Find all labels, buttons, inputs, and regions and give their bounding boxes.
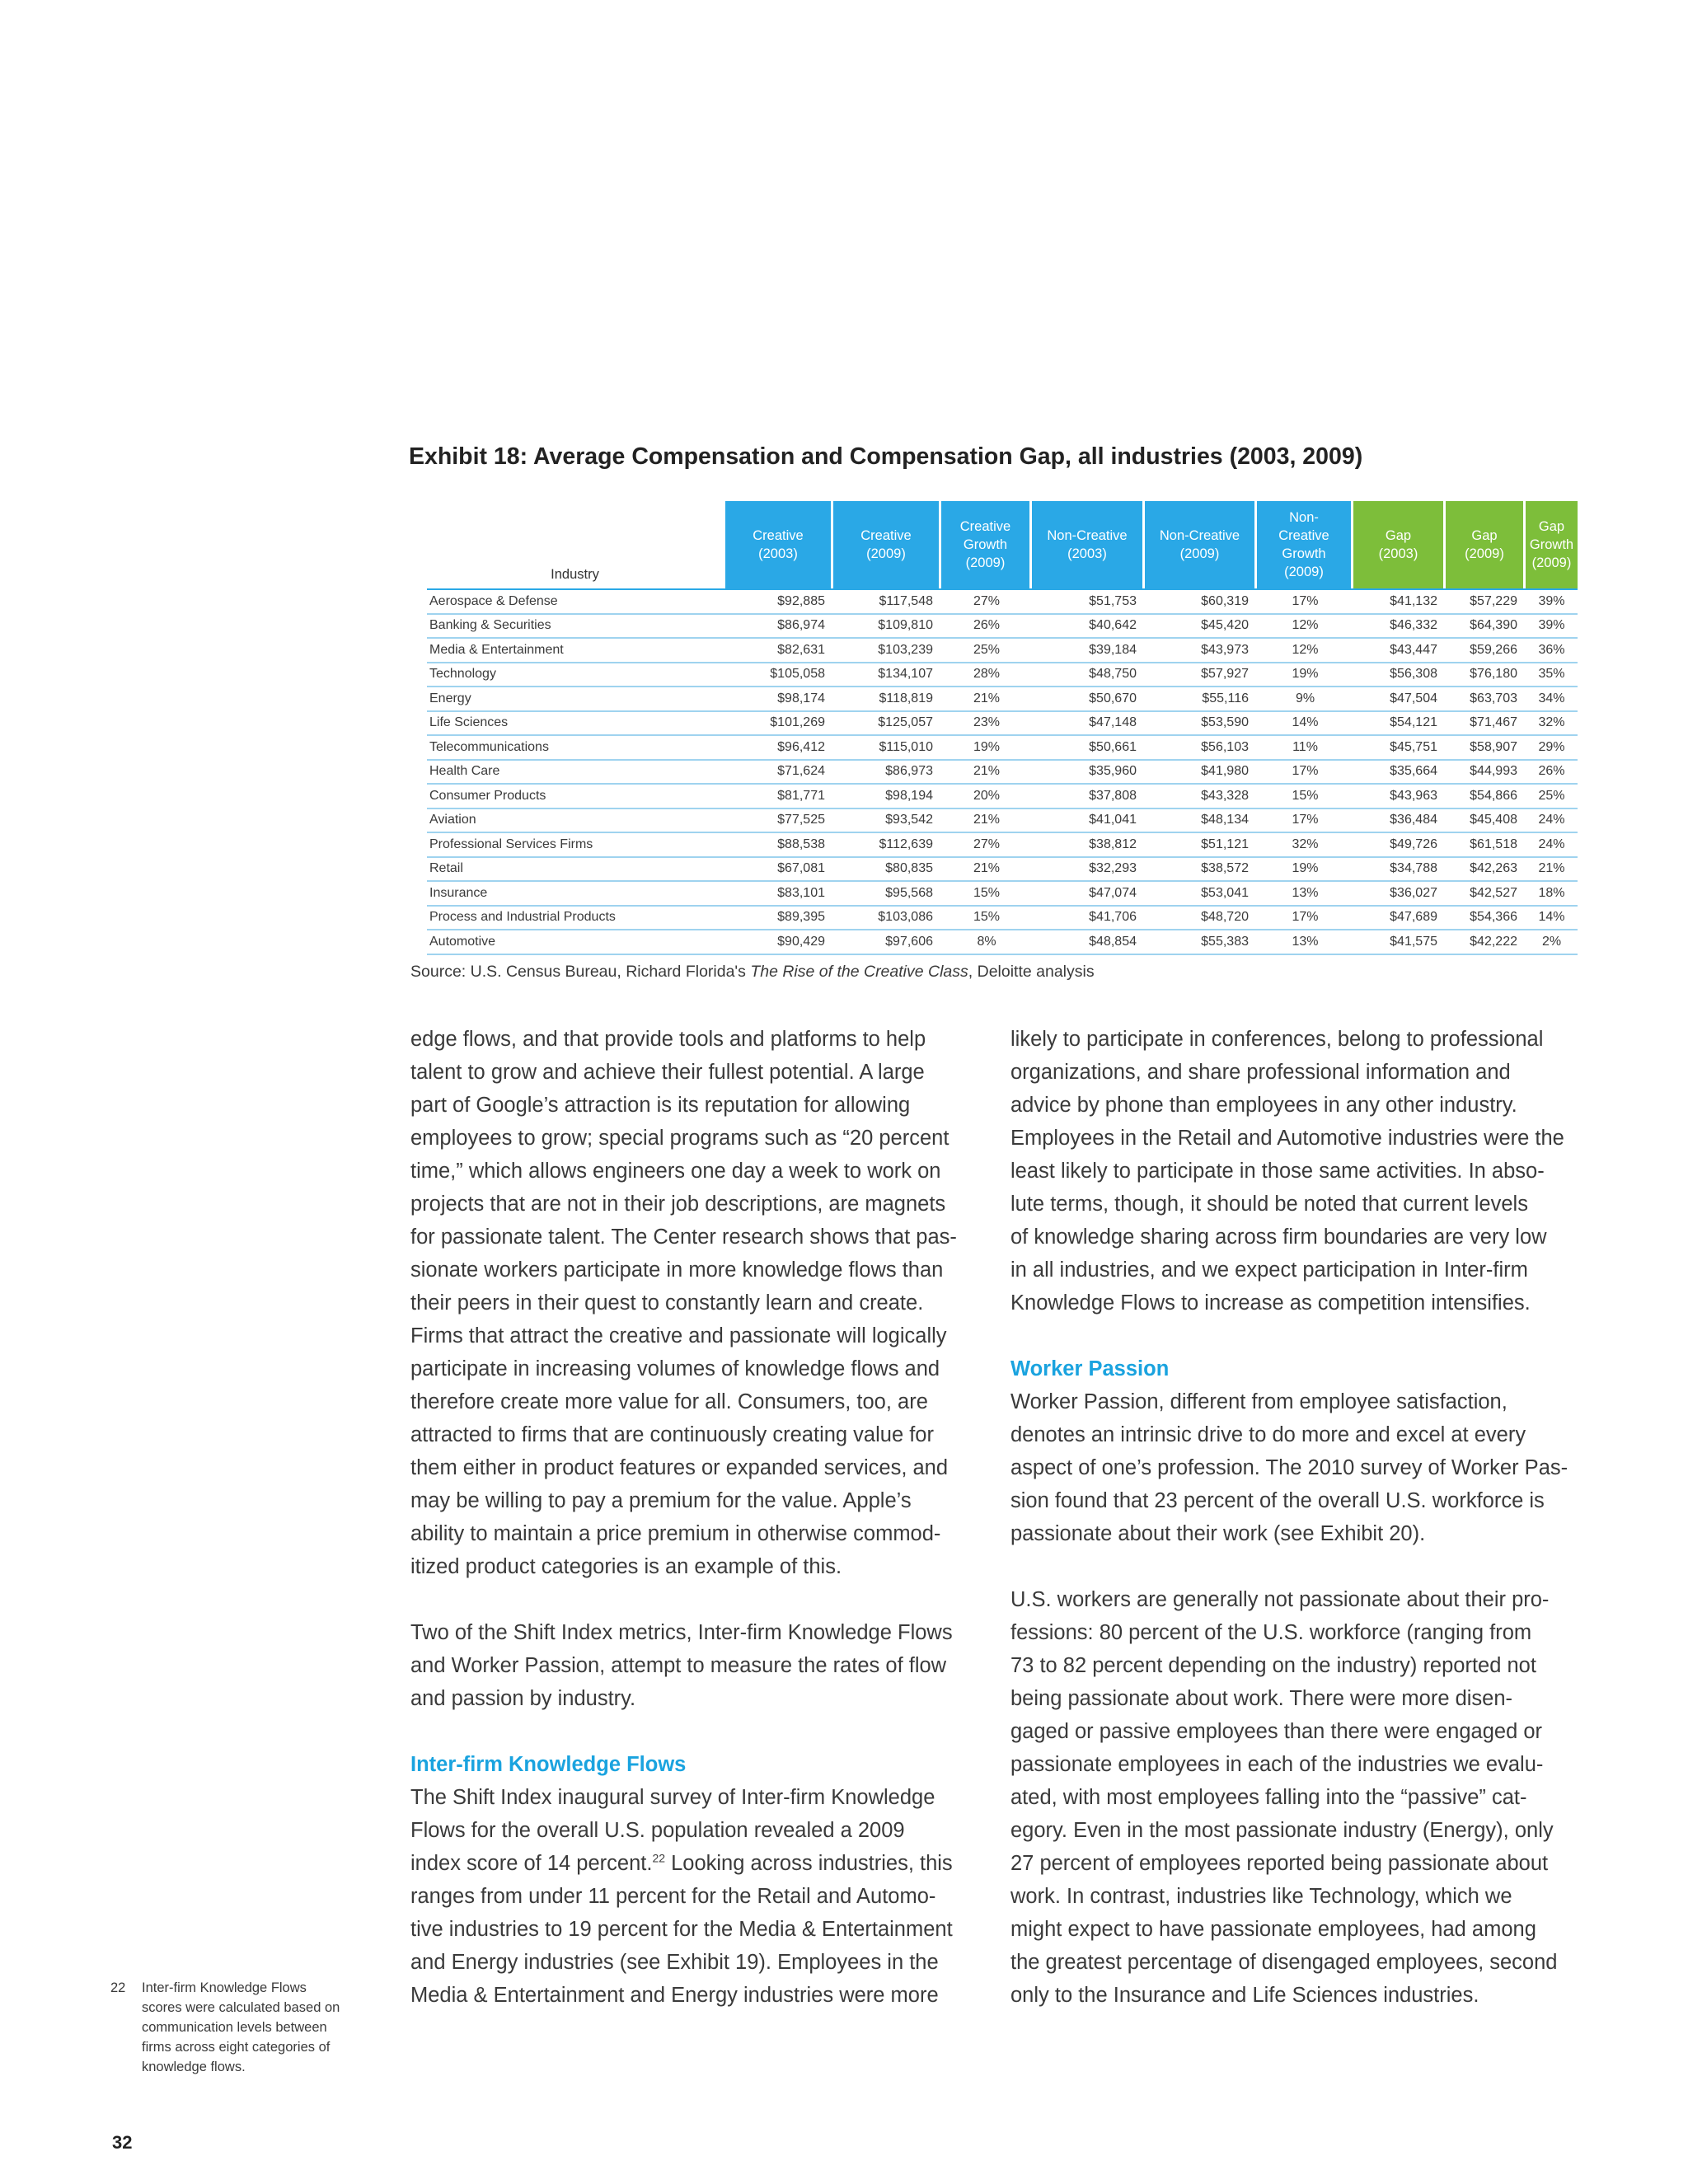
header-line: Creative [860, 528, 912, 543]
value-cell: $109,810 [833, 615, 941, 640]
value-cell: 15% [1257, 785, 1353, 809]
value-cell: $105,058 [725, 663, 833, 688]
footnote-reference[interactable]: 22 [652, 1851, 666, 1865]
section-heading-worker-passion: Worker Passion [1010, 1357, 1170, 1380]
value-cell: $54,866 [1446, 785, 1526, 809]
column-header [1032, 501, 1145, 588]
value-cell: $39,184 [1032, 639, 1145, 663]
column-header [1353, 501, 1446, 588]
text-line: least likely to participate in those same activities. In abso- [1010, 1160, 1545, 1183]
table-row [427, 712, 1578, 737]
value-cell: $53,590 [1145, 712, 1257, 737]
text-line: employees to grow; special programs such as “20 percent [410, 1127, 950, 1150]
text-line: therefore create more value for all. Consumers, too, are [410, 1390, 928, 1413]
industry-cell: Telecommunications [427, 736, 725, 761]
value-cell: $95,568 [833, 882, 941, 907]
value-cell: $49,726 [1353, 833, 1446, 858]
value-cell: 18% [1526, 882, 1578, 907]
text-line: and passion by industry. [410, 1687, 636, 1710]
text-line: work. In contrast, industries like Technology, which we [1010, 1885, 1512, 1908]
text-line: their peers in their quest to constantly learn and create. [410, 1291, 924, 1315]
value-cell: 24% [1526, 833, 1578, 858]
industry-cell: Consumer Products [427, 785, 725, 809]
table-row [427, 615, 1578, 640]
text-line: Two of the Shift Index metrics, Inter-firm Knowledge Flows [410, 1621, 953, 1644]
header-line: Creative [959, 519, 1011, 534]
value-cell: $97,606 [833, 930, 941, 955]
value-cell: 20% [941, 785, 1032, 809]
source-prefix: Source: U.S. Census Bureau, Richard Florida's [410, 963, 751, 981]
header-line: (2009) [866, 546, 906, 561]
text-line: participate in increasing volumes of knowledge flows and [410, 1357, 940, 1380]
header-line: Gap [1538, 519, 1565, 534]
value-cell: 15% [941, 907, 1032, 931]
footnote-text [142, 1978, 340, 2077]
value-cell: $41,706 [1032, 907, 1145, 931]
value-cell: $47,504 [1353, 687, 1446, 712]
value-cell: $98,194 [833, 785, 941, 809]
value-cell: $117,548 [833, 588, 941, 615]
value-cell: 8% [941, 930, 1032, 955]
value-cell: $32,293 [1032, 858, 1145, 883]
text-line: Media & Entertainment and Energy industries were more [410, 1984, 939, 2007]
header-line: Non- [1289, 510, 1319, 525]
value-cell: 35% [1526, 663, 1578, 688]
industry-cell: Process and Industrial Products [427, 907, 725, 931]
text-line: aspect of one’s profession. The 2010 survey of Worker Pas- [1010, 1456, 1568, 1479]
text-line: in all industries, and we expect participation in Inter-firm [1010, 1258, 1528, 1282]
text-line: ability to maintain a price premium in otherwise commod- [410, 1522, 941, 1545]
value-cell: 25% [941, 639, 1032, 663]
value-cell: $53,041 [1145, 882, 1257, 907]
value-cell: 17% [1257, 809, 1353, 834]
value-cell: $36,027 [1353, 882, 1446, 907]
value-cell: $54,366 [1446, 907, 1526, 931]
text-line: ated, with most employees falling into the “passive” cat- [1010, 1786, 1527, 1809]
header-line: (2009) [1284, 565, 1324, 579]
value-cell: 17% [1257, 761, 1353, 785]
text-line: the greatest percentage of disengaged employees, second [1010, 1951, 1558, 1974]
value-cell: $35,960 [1032, 761, 1145, 785]
header-line: (2003) [1067, 546, 1107, 561]
header-line: Non-Creative [1047, 528, 1128, 543]
value-cell: $41,132 [1353, 588, 1446, 615]
left-text-column [410, 1023, 957, 2012]
table-row [427, 930, 1578, 955]
text-line: gaged or passive employees than there were engaged or [1010, 1720, 1543, 1743]
value-cell: $90,429 [725, 930, 833, 955]
text-line: likely to participate in conferences, belong to professional [1010, 1028, 1544, 1051]
value-cell: 24% [1526, 809, 1578, 834]
paragraph [1010, 1385, 1568, 1550]
industry-cell: Energy [427, 687, 725, 712]
text-line: talent to grow and achieve their fullest potential. A large [410, 1061, 925, 1084]
value-cell: 15% [941, 882, 1032, 907]
text-line: projects that are not in their job descriptions, are magnets [410, 1193, 946, 1216]
value-cell: $67,081 [725, 858, 833, 883]
text-line: fessions: 80 percent of the U.S. workforce (ranging from [1010, 1621, 1532, 1644]
table-row [427, 833, 1578, 858]
value-cell: 39% [1526, 588, 1578, 615]
industry-cell: Aerospace & Defense [427, 588, 725, 615]
table-row [427, 736, 1578, 761]
text-line: part of Google’s attraction is its reputation for allowing [410, 1094, 911, 1117]
text-line: time,” which allows engineers one day a week to work on [410, 1160, 941, 1183]
value-cell: $48,720 [1145, 907, 1257, 931]
value-cell: $56,103 [1145, 736, 1257, 761]
value-cell: 14% [1257, 712, 1353, 737]
value-cell: $63,703 [1446, 687, 1526, 712]
table-row [427, 761, 1578, 785]
value-cell: $48,134 [1145, 809, 1257, 834]
value-cell: $44,993 [1446, 761, 1526, 785]
column-header [833, 501, 941, 588]
section-heading-knowledge-flows: Inter-firm Knowledge Flows [410, 1753, 687, 1776]
industry-cell: Life Sciences [427, 712, 725, 737]
table-row [427, 588, 1578, 615]
text-line: communication levels between [142, 2020, 327, 2035]
value-cell: 34% [1526, 687, 1578, 712]
column-header [941, 501, 1032, 588]
value-cell: 21% [941, 687, 1032, 712]
text-line [410, 1847, 957, 1880]
value-cell: $81,771 [725, 785, 833, 809]
value-cell: $38,812 [1032, 833, 1145, 858]
text-line: attracted to firms that are continuously creating value for [410, 1423, 934, 1446]
text-line: may be willing to pay a premium for the value. Apple’s [410, 1489, 912, 1512]
value-cell: $42,263 [1446, 858, 1526, 883]
text-line: passionate about their work (see Exhibit 20). [1010, 1522, 1426, 1545]
industry-cell: Retail [427, 858, 725, 883]
table-body [427, 588, 1578, 955]
header-line: (2009) [1179, 546, 1220, 561]
text-line: for passionate talent. The Center research shows that pas- [410, 1226, 957, 1249]
text-line: scores were calculated based on [142, 2000, 340, 2015]
column-header [725, 501, 833, 588]
value-cell: 27% [941, 588, 1032, 615]
value-cell: 21% [941, 809, 1032, 834]
value-cell: $115,010 [833, 736, 941, 761]
table-row [427, 639, 1578, 663]
value-cell: $86,973 [833, 761, 941, 785]
header-line: Gap [1471, 528, 1498, 543]
value-cell: $86,974 [725, 615, 833, 640]
value-cell: $41,041 [1032, 809, 1145, 834]
value-cell: $41,980 [1145, 761, 1257, 785]
value-cell: 19% [941, 736, 1032, 761]
value-cell: 21% [941, 858, 1032, 883]
value-cell: $59,266 [1446, 639, 1526, 663]
value-cell: 19% [1257, 858, 1353, 883]
text-line: only to the Insurance and Life Sciences industries. [1010, 1984, 1479, 2007]
value-cell: 14% [1526, 907, 1578, 931]
value-cell: $103,086 [833, 907, 941, 931]
value-cell: $92,885 [725, 588, 833, 615]
value-cell: $61,518 [1446, 833, 1526, 858]
value-cell: 11% [1257, 736, 1353, 761]
value-cell: $71,624 [725, 761, 833, 785]
value-cell: 12% [1257, 639, 1353, 663]
table-row [427, 785, 1578, 809]
value-cell: $96,412 [725, 736, 833, 761]
value-cell: $36,484 [1353, 809, 1446, 834]
industry-cell: Automotive [427, 930, 725, 955]
value-cell: $125,057 [833, 712, 941, 737]
value-cell: 21% [941, 761, 1032, 785]
value-cell: $55,116 [1145, 687, 1257, 712]
value-cell: 32% [1526, 712, 1578, 737]
text-line: U.S. workers are generally not passionate about their pro- [1010, 1588, 1550, 1611]
value-cell: $58,907 [1446, 736, 1526, 761]
value-cell: $103,239 [833, 639, 941, 663]
industry-cell: Professional Services Firms [427, 833, 725, 858]
value-cell: 12% [1257, 615, 1353, 640]
text-line: sionate workers participate in more knowledge flows than [410, 1258, 944, 1282]
exhibit-title: Exhibit 18: Average Compensation and Compensation Gap, all industries (2003, 2009) [409, 443, 1363, 470]
header-line: Growth [1529, 537, 1574, 552]
value-cell: $57,927 [1145, 663, 1257, 688]
value-cell: $54,121 [1353, 712, 1446, 737]
text-line: Firms that attract the creative and passionate will logically [410, 1324, 947, 1347]
value-cell: $34,788 [1353, 858, 1446, 883]
value-cell: $76,180 [1446, 663, 1526, 688]
text-line: Knowledge Flows to increase as competition intensifies. [1010, 1291, 1531, 1315]
industry-cell: Aviation [427, 809, 725, 834]
text-line: being passionate about work. There were more disen- [1010, 1687, 1513, 1710]
header-line: Creative [753, 528, 804, 543]
page-number: 32 [112, 2132, 133, 2153]
industry-cell: Insurance [427, 882, 725, 907]
value-cell: $83,101 [725, 882, 833, 907]
value-cell: $118,819 [833, 687, 941, 712]
value-cell: $43,328 [1145, 785, 1257, 809]
table-row [427, 809, 1578, 834]
value-cell: $43,447 [1353, 639, 1446, 663]
source-book-title: The Rise of the Creative Class [750, 963, 968, 981]
value-cell: $51,753 [1032, 588, 1145, 615]
value-cell: 17% [1257, 588, 1353, 615]
paragraph [1010, 1583, 1568, 2012]
text-line: lute terms, though, it should be noted that current levels [1010, 1193, 1528, 1216]
text-line: The Shift Index inaugural survey of Inter-firm Knowledge [410, 1786, 935, 1809]
column-header [1526, 501, 1578, 588]
value-cell: $40,642 [1032, 615, 1145, 640]
value-cell: $47,689 [1353, 907, 1446, 931]
text-line: and Energy industries (see Exhibit 19). Employees in the [410, 1951, 939, 1974]
value-cell: $41,575 [1353, 930, 1446, 955]
value-cell: $50,670 [1032, 687, 1145, 712]
header-line: Non-Creative [1159, 528, 1240, 543]
column-header [1446, 501, 1526, 588]
header-line: (2009) [965, 555, 1006, 570]
value-cell: $46,332 [1353, 615, 1446, 640]
industry-cell: Technology [427, 663, 725, 688]
value-cell: $48,854 [1032, 930, 1145, 955]
source-note [410, 963, 1095, 982]
text-line: organizations, and share professional information and [1010, 1061, 1511, 1084]
value-cell: $47,074 [1032, 882, 1145, 907]
value-cell: $93,542 [833, 809, 941, 834]
text-line: denotes an intrinsic drive to do more and excel at every [1010, 1423, 1526, 1446]
value-cell: $82,631 [725, 639, 833, 663]
value-cell: $57,229 [1446, 588, 1526, 615]
value-cell: $89,395 [725, 907, 833, 931]
text-line: firms across eight categories of [142, 2040, 331, 2055]
value-cell: $45,420 [1145, 615, 1257, 640]
paragraph [410, 1616, 957, 1715]
industry-cell: Media & Entertainment [427, 639, 725, 663]
value-cell: $42,527 [1446, 882, 1526, 907]
text-line: Worker Passion, different from employee satisfaction, [1010, 1390, 1507, 1413]
header-line: Growth [1282, 546, 1326, 561]
text-line: and Worker Passion, attempt to measure the rates of flow [410, 1654, 947, 1677]
value-cell: $50,661 [1032, 736, 1145, 761]
value-cell: 28% [941, 663, 1032, 688]
header-line: Growth [963, 537, 1008, 552]
value-cell: $112,639 [833, 833, 941, 858]
table-row [427, 907, 1578, 931]
header-line: Creative [1278, 528, 1329, 543]
value-cell: $98,174 [725, 687, 833, 712]
value-cell: 26% [941, 615, 1032, 640]
value-cell: 13% [1257, 882, 1353, 907]
value-cell: $51,121 [1145, 833, 1257, 858]
text-line: of knowledge sharing across firm boundaries are very low [1010, 1226, 1547, 1249]
text-line: ranges from under 11 percent for the Retail and Automo- [410, 1885, 936, 1908]
value-cell: $71,467 [1446, 712, 1526, 737]
source-suffix: , Deloitte analysis [968, 963, 1095, 981]
text-line: sion found that 23 percent of the overall U.S. workforce is [1010, 1489, 1545, 1512]
paragraph [410, 1880, 957, 2012]
text-line: 73 to 82 percent depending on the industry) reported not [1010, 1654, 1536, 1677]
value-cell: 21% [1526, 858, 1578, 883]
industry-cell: Health Care [427, 761, 725, 785]
value-cell: $48,750 [1032, 663, 1145, 688]
text-line: them either in product features or expanded services, and [410, 1456, 949, 1479]
header-line: (2003) [758, 546, 798, 561]
text-line: passionate employees in each of the industries we evalu- [1010, 1753, 1544, 1776]
paragraph [410, 1023, 957, 1583]
value-cell: 9% [1257, 687, 1353, 712]
value-cell: $80,835 [833, 858, 941, 883]
text-line: Employees in the Retail and Automotive industries were the [1010, 1127, 1564, 1150]
value-cell: 32% [1257, 833, 1353, 858]
value-cell: 39% [1526, 615, 1578, 640]
value-cell: 19% [1257, 663, 1353, 688]
value-cell: $47,148 [1032, 712, 1145, 737]
value-cell: $43,963 [1353, 785, 1446, 809]
value-cell: $56,308 [1353, 663, 1446, 688]
text-line: might expect to have passionate employees, had among [1010, 1918, 1536, 1941]
compensation-table [427, 501, 1578, 955]
text-line: tive industries to 19 percent for the Media & Entertainment [410, 1918, 953, 1941]
value-cell: 17% [1257, 907, 1353, 931]
value-cell: $45,408 [1446, 809, 1526, 834]
value-cell: 23% [941, 712, 1032, 737]
table-row [427, 687, 1578, 712]
value-cell: $88,538 [725, 833, 833, 858]
value-cell: $45,751 [1353, 736, 1446, 761]
value-cell: 36% [1526, 639, 1578, 663]
value-cell: 25% [1526, 785, 1578, 809]
value-cell: $134,107 [833, 663, 941, 688]
text-span: Looking across industries, this [665, 1852, 953, 1875]
value-cell: $55,383 [1145, 930, 1257, 955]
value-cell: 13% [1257, 930, 1353, 955]
text-line: Flows for the overall U.S. population revealed a 2009 [410, 1819, 905, 1842]
value-cell: 2% [1526, 930, 1578, 955]
value-cell: 29% [1526, 736, 1578, 761]
column-header [1145, 501, 1257, 588]
value-cell: $38,572 [1145, 858, 1257, 883]
value-cell: $35,664 [1353, 761, 1446, 785]
text-line: edge flows, and that provide tools and platforms to help [410, 1028, 926, 1051]
table-row [427, 663, 1578, 688]
header-line: (2003) [1378, 546, 1418, 561]
value-cell: $43,973 [1145, 639, 1257, 663]
text-line: 27 percent of employees reported being passionate about [1010, 1852, 1549, 1875]
value-cell: $42,222 [1446, 930, 1526, 955]
value-cell: 27% [941, 833, 1032, 858]
text-line: advice by phone than employees in any other industry. [1010, 1094, 1517, 1117]
table-row [427, 882, 1578, 907]
right-text-column [1010, 1023, 1568, 2012]
text-span: index score of 14 percent. [410, 1852, 653, 1875]
paragraph [1010, 1023, 1568, 1319]
text-line: Inter-firm Knowledge Flows [142, 1980, 307, 1995]
value-cell: $37,808 [1032, 785, 1145, 809]
value-cell: $101,269 [725, 712, 833, 737]
industry-column-header: Industry [427, 501, 725, 588]
header-line: (2009) [1531, 555, 1572, 570]
value-cell: $77,525 [725, 809, 833, 834]
value-cell: $64,390 [1446, 615, 1526, 640]
value-cell: 26% [1526, 761, 1578, 785]
header-line: Gap [1385, 528, 1412, 543]
industry-cell: Banking & Securities [427, 615, 725, 640]
text-line: knowledge flows. [142, 2060, 246, 2074]
column-header [1257, 501, 1353, 588]
table-row [427, 858, 1578, 883]
table-header-row [427, 501, 1578, 588]
value-cell: $60,319 [1145, 588, 1257, 615]
footnote-number: 22 [110, 1980, 126, 1995]
text-line: itized product categories is an example of this. [410, 1555, 842, 1578]
text-line: egory. Even in the most passionate industry (Energy), only [1010, 1819, 1554, 1842]
header-line: (2009) [1465, 546, 1504, 561]
